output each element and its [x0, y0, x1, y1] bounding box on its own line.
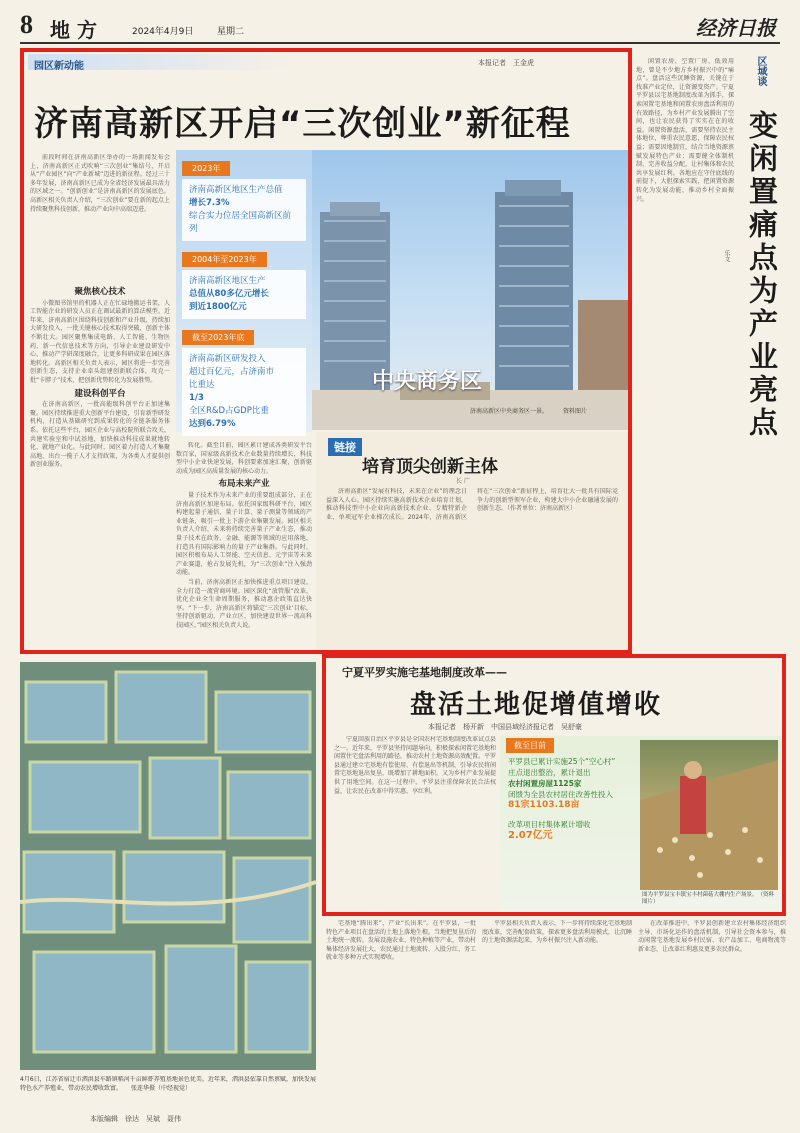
main-photo	[310, 150, 628, 430]
body-paragraph: 平罗县相关负责人表示，下一步将持续深化宅基地制度改革，完善配套政策，探索更多盘活利用模式，让沉睡的土地资源活起来，为乡村振兴注入新动能。	[482, 920, 632, 945]
stat-year-tag: 2004年至2023年	[182, 252, 267, 267]
body-paragraph: 量子技术作为未来产业的重要组成部分，正在济南高新区加速布局。依托国家级科研平台，园区构建起量子通信、量子计算、量子测量等领域的产业链条，吸引一批上下游企业集聚发展。园区相关负责人介绍，未来将持续完善量子产业生态，推动量子技术在政务、金融、能源等领域的应用落地，打造具有国际影响力的量子产业集群。与此同时，园区积极布局人工智能、空天信息、元宇宙等未来产业赛道，抢占发展先机，为“三次创业”注入强劲动能。	[176, 491, 312, 577]
body-paragraph: 当前，济南高新区正加快推进重点项目建设，全力打造一流营商环境。园区深化“放管服”改革，优化企业全生命周期服务，推动惠企政策直达快享。“下一步，济南高新区将锚定‘三次创业’目标，坚持创新驱动、产业立区，加快建设世界一流高科技园区。”园区相关负责人说。	[176, 578, 312, 629]
infobox-line: 81宗1103.18亩	[508, 800, 580, 810]
subhead-core-tech: 聚焦核心技术	[74, 287, 126, 297]
link-box	[316, 432, 628, 650]
ningxia-photo	[640, 740, 778, 890]
infobox-line: 农村闲置房屋1125家	[508, 779, 582, 788]
issue-date: 2024年4月9日	[132, 27, 194, 37]
ningxia-text-col-3	[638, 920, 786, 1126]
body-paragraph: 转化。截至目前，园区累计建成各类研发平台数百家，国家级高新技术企业数量持续增长，科技型中小企业快速发展，科创要素加速汇聚，创新驱动成为园区高质量发展的核心动力。	[176, 442, 312, 475]
subhead-platform: 建设科创平台	[74, 388, 126, 399]
bottom-photo-caption	[20, 1076, 316, 1104]
stat-block-2023-end	[176, 321, 312, 438]
page-header	[20, 10, 780, 44]
link-paragraph: 济南高新区“发展有科技，未来在企业”的理念日益深入人心。园区持续实施高新技术企业培育计划，推动科技型中小企业向高新技术企业、专精特新企业、单项冠军企业梯次成长。2024年，济南高新区将在“三次创业”新征程上，培育壮大一批具有国际竞争力的创新型领军企业，构建大中小企业融通发展的创新生态。（作者单位：济南高新区）	[326, 488, 618, 521]
body-paragraph: 在济南高新区，一批高能级科创平台正加速集聚。园区持续推进重大创新平台建设，引育新型研发机构，打造从基础研究到成果转化的全链条服务体系。依托这些平台，园区企业与高校院所联合攻关，共建实验室和中试基地，加快推动科技成果就地转化、就地产业化。与此同时，园区着力打造人才集聚高地，出台一揽子人才支持政策，为各类人才提供创新创业服务。	[30, 401, 170, 469]
link-tag: 链接	[328, 438, 362, 456]
link-byline: 长 广	[456, 478, 470, 485]
body-paragraph: 宅基地“腾出来”，产业“长出来”。在平罗县，一批特色产业项目在盘活的土地上落地生根。当地把复垦后的土地统一流转，发展设施农业、特色种植等产业，带动村集体经济发展壮大，农民通过土地流转、入股分红、务工就业等多种方式实现增收。	[326, 920, 476, 962]
stat-line: 济南高新区地区生产	[189, 276, 266, 286]
mushroom-greenhouse-illustration	[640, 740, 778, 890]
stat-box	[182, 179, 306, 241]
main-lead	[30, 154, 170, 278]
commentary-author: 乐文	[723, 250, 730, 262]
main-byline: 本报记者 王金虎	[478, 59, 534, 67]
bottom-photo	[20, 662, 316, 1070]
stat-block-2004	[176, 243, 312, 321]
aquaculture-illustration	[20, 662, 316, 1070]
stat-line: 超过百亿元，占济南市	[189, 367, 275, 377]
stat-line: 增长7.3%	[189, 198, 230, 208]
ningxia-text-col-1	[326, 920, 476, 1126]
link-title: 培育顶尖创新主体	[362, 457, 498, 477]
stat-line: 济南高新区地区生产总值	[189, 185, 283, 195]
commentary-text	[636, 58, 734, 598]
column-tag-label: 园区新动能	[34, 61, 84, 72]
stat-line: 济南高新区研发投入	[189, 354, 266, 364]
stat-year-tag: 截至2023年底	[182, 330, 254, 345]
editor-line: 本版编辑 徐达 吴斌 聂伟	[90, 1115, 181, 1123]
stat-year-tag: 2023年	[182, 161, 230, 176]
stat-block-2023	[176, 150, 312, 243]
main-column-1	[30, 284, 170, 648]
stats-panel	[176, 150, 312, 432]
ningxia-photo-caption: 图为平罗县宝丰镇宝丰村菌菇大棚内生产场景。 （资料图片）	[642, 892, 775, 905]
main-photo-caption: 济南高新区中央商务区一景。 资料图片	[470, 408, 588, 415]
stat-line: 比重达	[189, 380, 215, 390]
main-column-2	[176, 442, 312, 648]
infobox-line: 2.07亿元	[508, 830, 553, 841]
stat-line: 总值从80多亿元增长	[189, 289, 269, 299]
commentary-column-label: 区域谈	[755, 56, 766, 86]
stat-box	[182, 348, 306, 436]
commentary-section	[636, 50, 786, 654]
ningxia-text-lead	[334, 736, 496, 912]
infobox-line: 改革项目村集体累计增收	[508, 820, 591, 829]
infobox-line: 庄点退出整治，累计退出	[508, 768, 591, 777]
ningxia-kicker: 宁夏平罗实施宅基地制度改革——	[342, 666, 507, 679]
main-headline: 济南高新区开启“三次创业”新征程	[34, 104, 571, 144]
stat-line: 综合实力位居全国高新区前列	[189, 211, 292, 234]
ningxia-text-col-2	[482, 920, 632, 1126]
stat-line: 1/3	[189, 393, 204, 403]
page-number: 8	[20, 10, 33, 39]
infobox-tag: 截至目前	[506, 738, 554, 753]
photo-sign: 中央商务区	[372, 369, 483, 394]
subhead-future: 布局未来产业	[218, 479, 270, 490]
stat-line: 全区R&D占GDP比重	[189, 406, 269, 416]
masthead: 经济日报	[696, 16, 776, 40]
infobox-line: 闭馈为全县农村居住改善性投入	[508, 790, 613, 799]
lead-paragraph: 前段时间在济南高新区举办的一场新闻发布会上，济南高新区正式吹响“三次创业”集结号，开启从“产业园区”向“产业新城”迈进的新征程。经过三十多年发展，济南高新区已成为全省经济发展最具活力的区域之一。“创新创业”是济南高新区的发展底色。高新区相关负责人介绍，“三次创业”要在新的起点上持续聚焦科技创新，推动产业向中高端迈进。	[30, 154, 170, 213]
commentary-paragraph: 闲置农房、空置厂房、低效用地，曾是不少地方乡村振兴中的“痛点”。盘活这些沉睡资源，关键在于找准产业定位，让资源变资产。宁夏平罗县以宅基地制度改革为抓手，探索闲置宅基地和闲置农房盘活利用的有效路径，为乡村产业发展腾出了空间，也让农民获得了实实在在的收益。闲置资源盘活，需要坚持农民主体地位，尊重农民意愿，保障农民权益；需要因地制宜，结合当地资源禀赋发展特色产业；需要健全体制机制，完善收益分配，让村集体和农民共享发展红利。各地应在守住底线的前提下，大胆探索实践，把闲置资源转化为发展动能，推动乡村全面振兴。	[636, 58, 734, 203]
body-paragraph: 宁夏回族自治区平罗县是全国农村宅基地制度改革试点县之一。近年来，平罗县坚持问题导向，积极探索闲置宅基地和闲置住宅盘活利用的路径，推动农村土地资源高效配置。平罗县通过建立宅基地有偿使用、有偿退出等机制，引导农民将闲置宅基地退出复垦，既增加了耕地面积，又为乡村产业发展提供了用地空间。在这一过程中，平罗县注重保障农民合法权益，让农民在改革中得实惠、享红利。	[334, 736, 496, 795]
bottom-caption-text: 4月6日，江苏省宿迁市泗洪县车路镇稻河千亩鲜虾养殖基地景色优美。近年来，泗洪县依靠自然禀赋，加快发展特色水产养殖业，带动农民增收致富。 张连华摄（中经视觉）	[20, 1076, 316, 1092]
issue-weekday: 星期二	[217, 27, 245, 37]
ningxia-infobox	[500, 736, 782, 912]
infobox-line: 平罗县已累计实施25个“空心村”	[508, 757, 616, 766]
section-name: 地 方	[50, 18, 97, 42]
stat-line: 达到6.79%	[189, 419, 236, 429]
body-paragraph: 在改革推进中，平罗县创新建立农村集体经济组织主导、市场化运作的盘活机制，引导社会资本参与，推动闲置宅基地发展乡村民宿、农产品加工、电商物流等新业态，让改革红利惠及更多农民群众。	[638, 920, 786, 953]
stat-box	[182, 270, 306, 319]
link-text	[326, 488, 618, 638]
stat-line: 到近1800亿元	[189, 302, 247, 312]
commentary-title: 变闲置痛点为产业亮点	[745, 110, 779, 440]
ningxia-byline: 本报记者 杨开新 中国县域经济报记者 吴舒豪	[428, 723, 582, 731]
body-paragraph: 小微图书馆里的机器人正在忙碌地搬运书架，人工智能企业的研发人员正在调试最新的算法模型。近年来，济南高新区围绕科技创新和产业升级，持续加大研发投入，一批关键核心技术取得突破，创新主体不断壮大。园区聚焦集成电路、人工智能、生物医药、新一代信息技术等方向，引导企业建设研发中心，推动产学研深度融合，让更多科研成果在园区落地转化。高新区相关负责人表示，园区将进一步完善创新生态，支持企业牵头组建创新联合体，攻克一批“卡脖子”技术，把创新优势转化为发展胜势。	[30, 299, 170, 384]
column-tag	[28, 54, 298, 70]
ningxia-headline: 盘活土地促增值增收	[410, 690, 663, 720]
infobox-lines	[508, 756, 636, 841]
